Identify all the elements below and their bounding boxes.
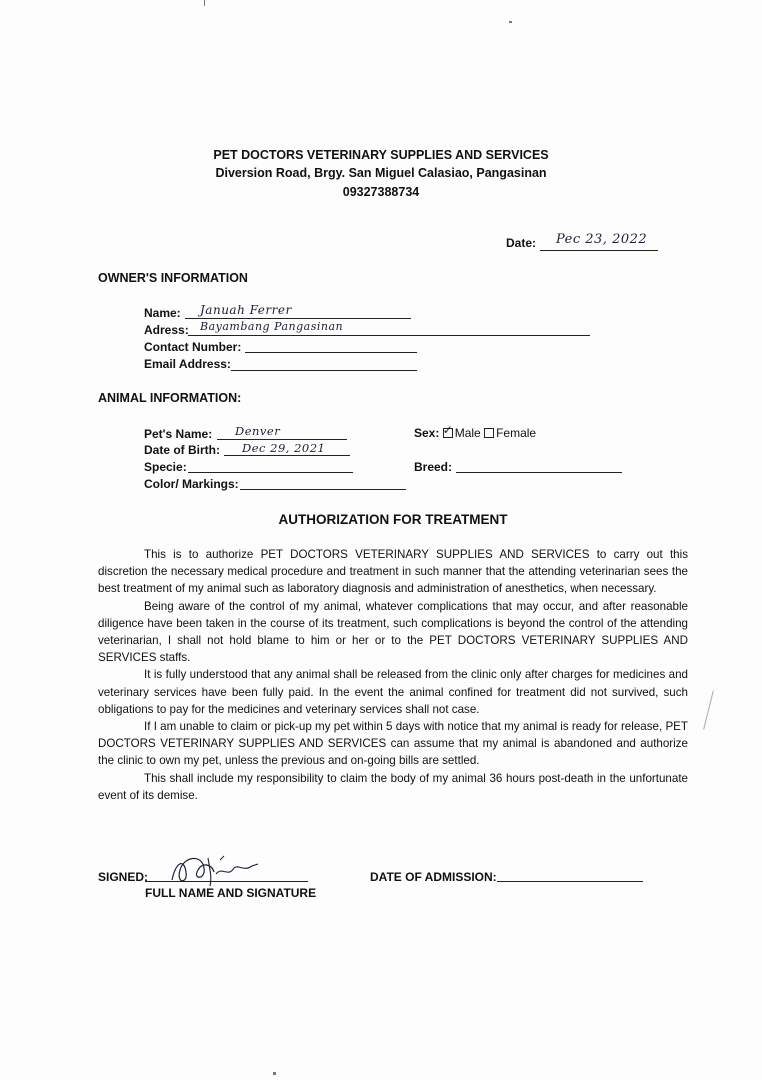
female-option-label: Female [496, 426, 537, 440]
dob-value: Dec 29, 2021 [242, 441, 326, 455]
sex-field [414, 422, 537, 440]
check-mark-icon: ✓ [442, 422, 453, 437]
authorization-paragraph-2: Being aware of the control of my animal, whatever complications that may occur, and after reasonable diligence have been taken in the course of its treatment, such complications is beyond the control of the attending veterinarian, I shall not hold blame to him or her or to the PET DOCTORS VETERINARY SUPPLIES AND SERVICES staffs. [98, 599, 688, 665]
sex-label: Sex: [414, 426, 440, 440]
specie-label: Specie: [144, 460, 187, 474]
animal-heading: ANIMAL INFORMATION: [98, 391, 242, 405]
dob-line [224, 455, 350, 456]
pet-name-value: Denver [235, 424, 281, 438]
female-checkbox[interactable] [484, 428, 494, 438]
authorization-title: AUTHORIZATION FOR TREATMENT [278, 512, 508, 527]
authorization-body [98, 546, 688, 804]
clinic-phone: 09327388734 [342, 185, 420, 199]
address-label: Adress: [144, 323, 189, 337]
date-value: Pec 23, 2022 [556, 232, 648, 247]
breed-label: Breed: [414, 460, 453, 474]
authorization-paragraph-5: This shall include my responsibility to claim the body of my animal 36 hours post-death in the unfortunate event of its demise. [98, 771, 688, 802]
breed-line [456, 472, 622, 473]
owner-heading: OWNER'S INFORMATION [98, 271, 248, 285]
name-label: Name: [144, 306, 181, 320]
scan-speck [273, 1072, 276, 1075]
address-value: Bayambang Pangasinan [200, 320, 344, 333]
color-line [240, 489, 406, 490]
admission-label: DATE OF ADMISSION: [370, 870, 497, 884]
date-label: Date: [506, 236, 537, 250]
handwritten-signature [162, 850, 262, 890]
admission-line [497, 881, 643, 882]
male-checkbox[interactable] [442, 422, 453, 438]
address-line [188, 335, 590, 336]
scan-speck [204, 0, 205, 6]
authorization-paragraph-3: It is fully understood that any animal shall be released from the clinic only after charges for medicines and veterinary services have been fully paid. In the event the animal confined for treatment did not survived, such obligations to pay for the medicines and veterinary services shall not case. [98, 668, 688, 716]
email-line [231, 370, 417, 371]
pet-name-label: Pet's Name: [144, 427, 213, 441]
authorization-paragraph-1: This is to authorize PET DOCTORS VETERINARY SUPPLIES AND SERVICES to carry out this discretion the necessary medical procedure and treatment in such manner that the attending veterinarian sees the best treatment of my animal such as laboratory diagnosis and administration of anesthetics, when necessary. [98, 548, 688, 596]
male-option-label: Male [454, 426, 481, 440]
name-line [185, 318, 411, 319]
authorization-paragraph-4: If I am unable to claim or pick-up my pet within 5 days with notice that my animal is ready for release, PET DOCTORS VETERINARY SUPPLIES AND SERVICES can assume that my animal is abandoned and authorize the clinic to own my pet, unless the previous and on-going bills are settled. [98, 720, 688, 768]
name-value: Januah Ferrer [200, 303, 292, 317]
color-label: Color/ Markings: [144, 477, 239, 491]
pet-name-line [217, 439, 347, 440]
clinic-name: PET DOCTORS VETERINARY SUPPLIES AND SERVICES [213, 148, 549, 162]
signed-label: SIGNED: [98, 870, 149, 884]
date-line [540, 250, 658, 251]
scan-speck [509, 21, 512, 23]
signature-caption: FULL NAME AND SIGNATURE [145, 886, 317, 900]
scan-speck [703, 690, 714, 729]
clinic-address: Diversion Road, Brgy. San Miguel Calasiao, Pangasinan [215, 166, 547, 180]
specie-line [188, 472, 353, 473]
contact-label: Contact Number: [144, 340, 242, 354]
email-label: Email Address: [144, 357, 231, 371]
contact-line [245, 352, 417, 353]
dob-label: Date of Birth: [144, 443, 220, 457]
